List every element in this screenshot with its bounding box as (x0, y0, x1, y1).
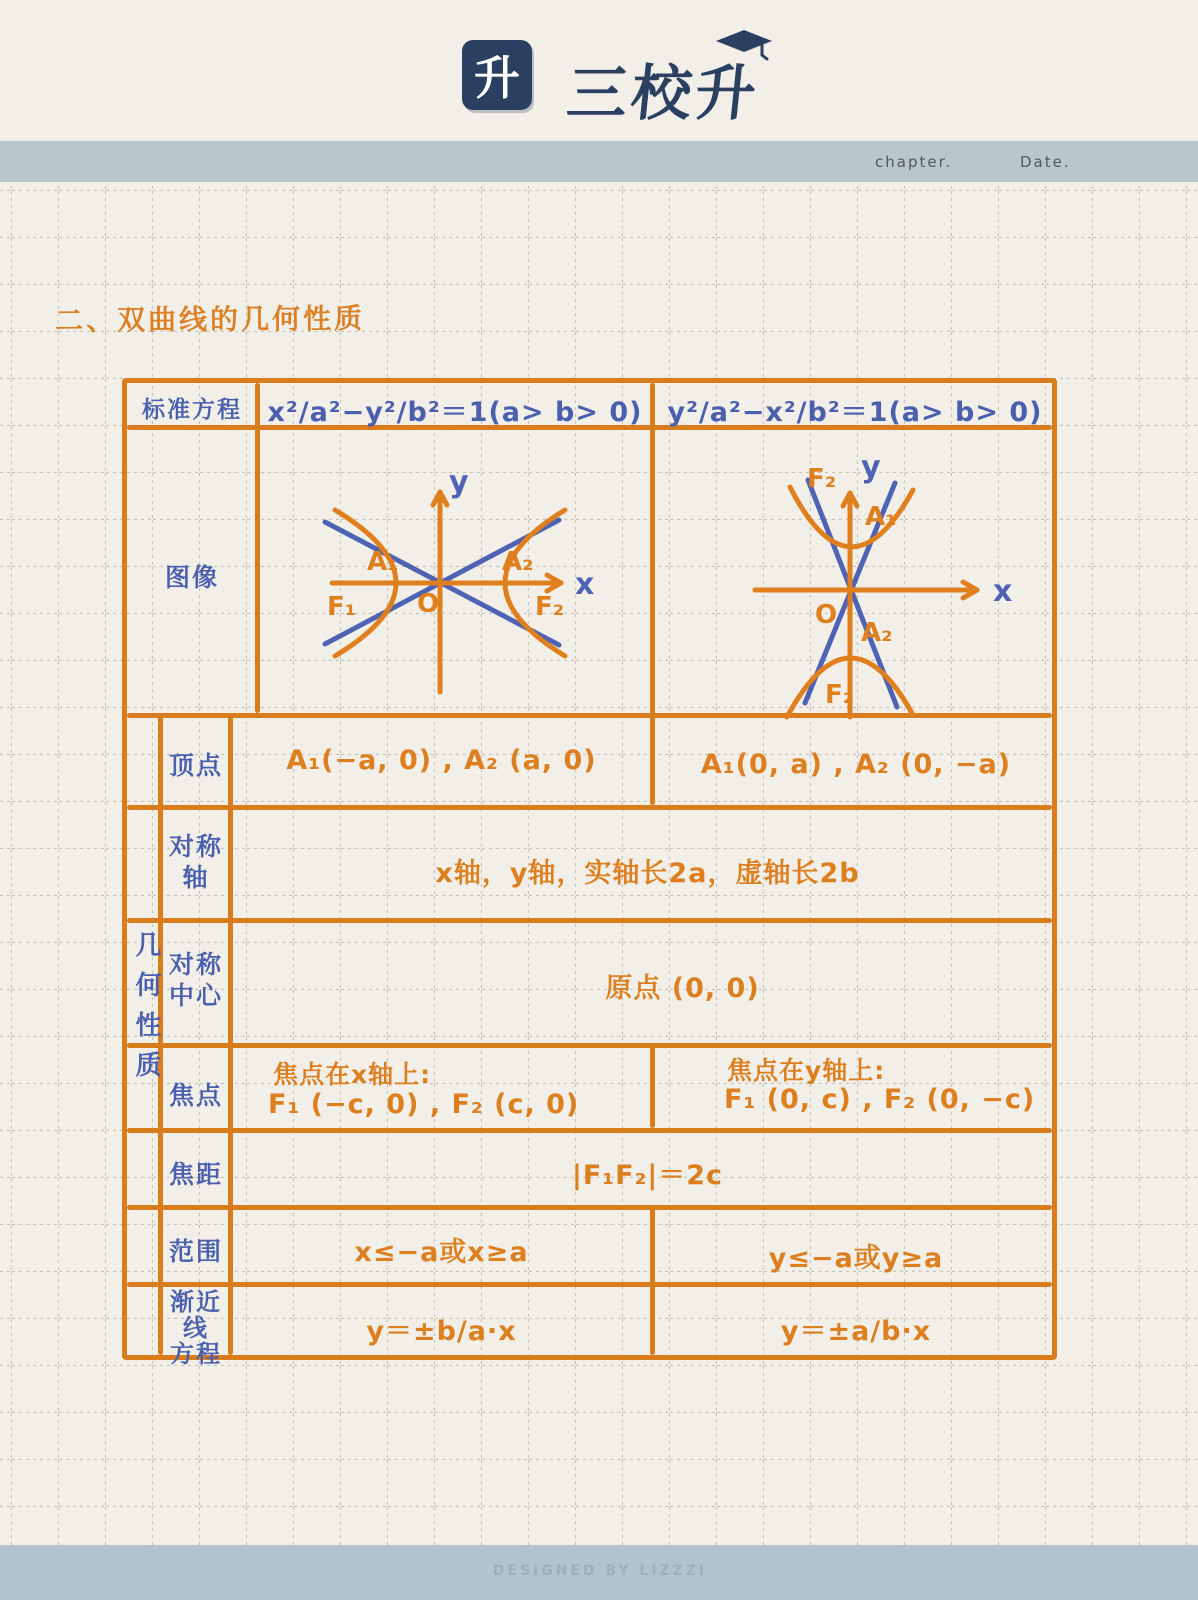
table-line-h (127, 1205, 1052, 1210)
date-label: Date. (1020, 153, 1071, 171)
row-label-vertex: 顶点 (168, 751, 223, 780)
focus-top-label: F₂ (807, 464, 837, 494)
standard-equation-y-axis: y²/a²−x²/b²＝1(a> b> 0) (667, 397, 1043, 428)
x-axis-label: x (993, 574, 1013, 609)
credit-text: DESIGNED BY LIZZZI (492, 1563, 708, 1579)
asymptote-x-axis-value: y＝±b/a·x (366, 1316, 517, 1347)
graduation-cap-icon (712, 28, 776, 62)
row-group-label-geometric-properties: 几何性质 (131, 931, 161, 1091)
row-label-range: 范围 (168, 1237, 223, 1266)
axes-and-curves (332, 492, 565, 692)
y-axis-label: y (861, 450, 881, 485)
standard-equation-x-axis: x²/a²−y²/b²＝1(a> b> 0) (267, 397, 643, 428)
table-line-h (127, 918, 1052, 923)
focus-bottom-label: F₂ (825, 680, 855, 710)
vertex-x-axis-value: A₁(−a, 0) , A₂ (a, 0) (286, 745, 597, 776)
page-header (0, 0, 1198, 141)
row-label-focus: 焦点 (168, 1081, 223, 1110)
table-line-v (255, 383, 260, 713)
focal-distance-value: |F₁F₂|＝2c (571, 1160, 724, 1191)
row-label-symmetry-axis: 对称 轴 (168, 832, 223, 892)
origin-label: O (815, 600, 838, 630)
page-title: 二、双曲线的几何性质 (54, 301, 366, 338)
focus-f2-label: F₂ (535, 592, 565, 622)
brand-name: 三校升 (563, 59, 764, 129)
row-label-focal-distance: 焦距 (168, 1160, 223, 1189)
focus-y-axis-title: 焦点在y轴上: (727, 1056, 886, 1085)
vertex-y-axis-value: A₁(0, a) , A₂ (0, −a) (700, 749, 1012, 780)
hyperbola-graph-y-axis (745, 445, 1025, 730)
symmetry-center-value: 原点 (0, 0) (605, 973, 760, 1004)
chapter-label: chapter. (875, 153, 953, 171)
vertex-a1-label: A₁ (865, 502, 897, 532)
row-label-asymptote-equation: 渐近 线 方程 (170, 1288, 222, 1368)
vertex-a2-label: A₂ (502, 547, 534, 577)
hyperbola-graph-x-axis (297, 460, 607, 720)
y-axis-label: y (449, 465, 469, 500)
focus-y-axis-value: F₁ (0, c) , F₂ (0, −c) (724, 1084, 1036, 1115)
table-line-v (650, 383, 655, 805)
symmetry-axis-value: x轴，y轴，实轴长2a，虚轴长2b (435, 858, 860, 889)
chapter-date-band (0, 141, 1198, 182)
table-line-h (127, 1282, 1052, 1287)
range-y-axis-value: y≤−a或y≥a (768, 1243, 944, 1274)
table-line-h (127, 805, 1052, 810)
logo-glyph: 升 (474, 51, 520, 105)
asymptote-y-axis-value: y＝±a/b·x (780, 1316, 932, 1347)
row-label-standard-equation: 标准方程 (142, 397, 242, 423)
vertex-a1-label: A₁ (367, 547, 399, 577)
range-x-axis-value: x≤−a或x≥a (354, 1237, 529, 1268)
origin-label: O (417, 589, 440, 619)
table-line-h (127, 1043, 1052, 1048)
brand-logo-icon (462, 40, 532, 110)
focus-x-axis-value: F₁ (−c, 0) , F₂ (c, 0) (268, 1089, 580, 1120)
row-label-symmetry-center: 对称 中心 (168, 950, 223, 1010)
focus-f1-label: F₁ (327, 592, 357, 622)
vertex-a2-label: A₂ (861, 618, 893, 648)
focus-x-axis-title: 焦点在x轴上: (273, 1060, 432, 1089)
hyperbola-properties-table (122, 378, 1057, 1368)
table-line-v (650, 1043, 655, 1128)
x-axis-label: x (575, 567, 595, 602)
row-label-graph: 图像 (164, 563, 219, 592)
footer-band (0, 1545, 1198, 1600)
table-line-h (127, 1128, 1052, 1133)
